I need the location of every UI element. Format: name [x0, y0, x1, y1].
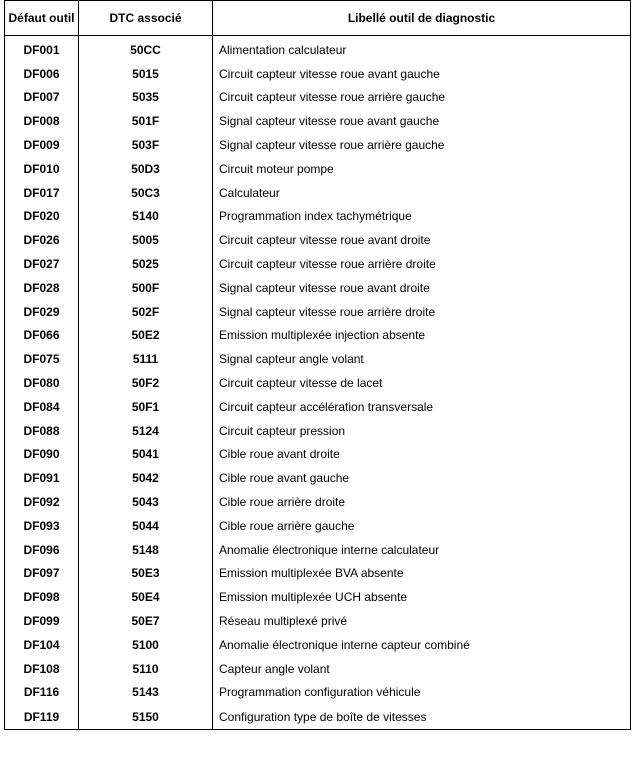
defaut-outil-cell: DF017 — [5, 181, 79, 205]
defaut-outil-cell: DF108 — [5, 657, 79, 681]
dtc-cell: 5150 — [79, 704, 213, 730]
dtc-cell: 5143 — [79, 681, 213, 705]
defaut-outil-cell: DF084 — [5, 395, 79, 419]
dtc-cell: 5041 — [79, 443, 213, 467]
table-row — [5, 419, 631, 443]
table-row — [5, 86, 631, 110]
libelle-cell: Cible roue arrière gauche — [213, 514, 631, 538]
table-body — [5, 36, 631, 730]
table-row — [5, 324, 631, 348]
defaut-outil-cell: DF093 — [5, 514, 79, 538]
dtc-table — [4, 0, 631, 730]
dtc-cell: 5035 — [79, 86, 213, 110]
dtc-cell: 5015 — [79, 62, 213, 86]
defaut-outil-cell: DF088 — [5, 419, 79, 443]
dtc-cell: 5140 — [79, 205, 213, 229]
table-row — [5, 657, 631, 681]
libelle-cell: Circuit moteur pompe — [213, 157, 631, 181]
table-row — [5, 62, 631, 86]
defaut-outil-cell: DF066 — [5, 324, 79, 348]
libelle-cell: Cible roue avant droite — [213, 443, 631, 467]
libelle-cell: Cible roue avant gauche — [213, 466, 631, 490]
defaut-outil-cell: DF029 — [5, 300, 79, 324]
table-row — [5, 538, 631, 562]
defaut-outil-cell: DF007 — [5, 86, 79, 110]
defaut-outil-cell: DF096 — [5, 538, 79, 562]
libelle-cell: Programmation index tachymétrique — [213, 205, 631, 229]
table-row — [5, 371, 631, 395]
table-row — [5, 681, 631, 705]
dtc-cell: 50F1 — [79, 395, 213, 419]
libelle-cell: Signal capteur vitesse roue avant gauche — [213, 109, 631, 133]
dtc-cell: 50E7 — [79, 609, 213, 633]
dtc-cell: 50CC — [79, 36, 213, 62]
defaut-outil-cell: DF098 — [5, 585, 79, 609]
defaut-outil-cell: DF090 — [5, 443, 79, 467]
table-row — [5, 300, 631, 324]
dtc-cell: 5110 — [79, 657, 213, 681]
libelle-cell: Signal capteur vitesse roue avant droite — [213, 276, 631, 300]
libelle-cell: Emission multiplexée BVA absente — [213, 562, 631, 586]
dtc-cell: 5042 — [79, 466, 213, 490]
libelle-cell: Capteur angle volant — [213, 657, 631, 681]
dtc-cell: 5005 — [79, 228, 213, 252]
dtc-cell: 5124 — [79, 419, 213, 443]
libelle-cell: Anomalie électronique interne calculateur — [213, 538, 631, 562]
header-defaut-outil: Défaut outil — [5, 1, 79, 36]
dtc-cell: 5148 — [79, 538, 213, 562]
dtc-cell: 502F — [79, 300, 213, 324]
table-row — [5, 347, 631, 371]
table-row — [5, 609, 631, 633]
dtc-cell: 5043 — [79, 490, 213, 514]
libelle-cell: Configuration type de boîte de vitesses — [213, 704, 631, 730]
defaut-outil-cell: DF001 — [5, 36, 79, 62]
table-row — [5, 157, 631, 181]
table-row — [5, 562, 631, 586]
dtc-cell: 50E3 — [79, 562, 213, 586]
defaut-outil-cell: DF028 — [5, 276, 79, 300]
defaut-outil-cell: DF010 — [5, 157, 79, 181]
libelle-cell: Circuit capteur pression — [213, 419, 631, 443]
table-row — [5, 585, 631, 609]
libelle-cell: Circuit capteur accélération transversale — [213, 395, 631, 419]
defaut-outil-cell: DF119 — [5, 704, 79, 730]
libelle-cell: Cible roue arrière droite — [213, 490, 631, 514]
header-libelle: Libellé outil de diagnostic — [213, 1, 631, 36]
defaut-outil-cell: DF097 — [5, 562, 79, 586]
libelle-cell: Signal capteur vitesse roue arrière gauche — [213, 133, 631, 157]
defaut-outil-cell: DF026 — [5, 228, 79, 252]
dtc-cell: 50E2 — [79, 324, 213, 348]
libelle-cell: Emission multiplexée injection absente — [213, 324, 631, 348]
table-header — [5, 1, 631, 36]
table-row — [5, 633, 631, 657]
libelle-cell: Anomalie électronique interne capteur combiné — [213, 633, 631, 657]
table-row — [5, 443, 631, 467]
libelle-cell: Programmation configuration véhicule — [213, 681, 631, 705]
dtc-cell: 50F2 — [79, 371, 213, 395]
table-row — [5, 36, 631, 62]
libelle-cell: Alimentation calculateur — [213, 36, 631, 62]
table-row — [5, 466, 631, 490]
table-row — [5, 490, 631, 514]
dtc-cell: 5044 — [79, 514, 213, 538]
defaut-outil-cell: DF080 — [5, 371, 79, 395]
table-row — [5, 395, 631, 419]
dtc-table-container — [4, 0, 630, 730]
libelle-cell: Emission multiplexée UCH absente — [213, 585, 631, 609]
dtc-cell: 50E4 — [79, 585, 213, 609]
dtc-cell: 5111 — [79, 347, 213, 371]
libelle-cell: Circuit capteur vitesse roue arrière gauche — [213, 86, 631, 110]
libelle-cell: Réseau multiplexé privé — [213, 609, 631, 633]
dtc-cell: 501F — [79, 109, 213, 133]
table-row — [5, 704, 631, 730]
table-row — [5, 252, 631, 276]
libelle-cell: Circuit capteur vitesse roue avant droite — [213, 228, 631, 252]
defaut-outil-cell: DF104 — [5, 633, 79, 657]
defaut-outil-cell: DF020 — [5, 205, 79, 229]
table-row — [5, 109, 631, 133]
table-row — [5, 514, 631, 538]
table-row — [5, 133, 631, 157]
defaut-outil-cell: DF008 — [5, 109, 79, 133]
libelle-cell: Signal capteur vitesse roue arrière droite — [213, 300, 631, 324]
libelle-cell: Circuit capteur vitesse roue arrière droite — [213, 252, 631, 276]
libelle-cell: Circuit capteur vitesse roue avant gauche — [213, 62, 631, 86]
defaut-outil-cell: DF099 — [5, 609, 79, 633]
defaut-outil-cell: DF009 — [5, 133, 79, 157]
libelle-cell: Calculateur — [213, 181, 631, 205]
header-dtc-associe: DTC associé — [79, 1, 213, 36]
libelle-cell: Circuit capteur vitesse de lacet — [213, 371, 631, 395]
dtc-cell: 5100 — [79, 633, 213, 657]
dtc-cell: 50C3 — [79, 181, 213, 205]
libelle-cell: Signal capteur angle volant — [213, 347, 631, 371]
table-row — [5, 228, 631, 252]
dtc-cell: 500F — [79, 276, 213, 300]
table-row — [5, 205, 631, 229]
header-row — [5, 1, 631, 36]
table-row — [5, 276, 631, 300]
dtc-cell: 50D3 — [79, 157, 213, 181]
defaut-outil-cell: DF116 — [5, 681, 79, 705]
dtc-cell: 5025 — [79, 252, 213, 276]
dtc-cell: 503F — [79, 133, 213, 157]
table-row — [5, 181, 631, 205]
defaut-outil-cell: DF091 — [5, 466, 79, 490]
defaut-outil-cell: DF006 — [5, 62, 79, 86]
defaut-outil-cell: DF075 — [5, 347, 79, 371]
defaut-outil-cell: DF092 — [5, 490, 79, 514]
defaut-outil-cell: DF027 — [5, 252, 79, 276]
